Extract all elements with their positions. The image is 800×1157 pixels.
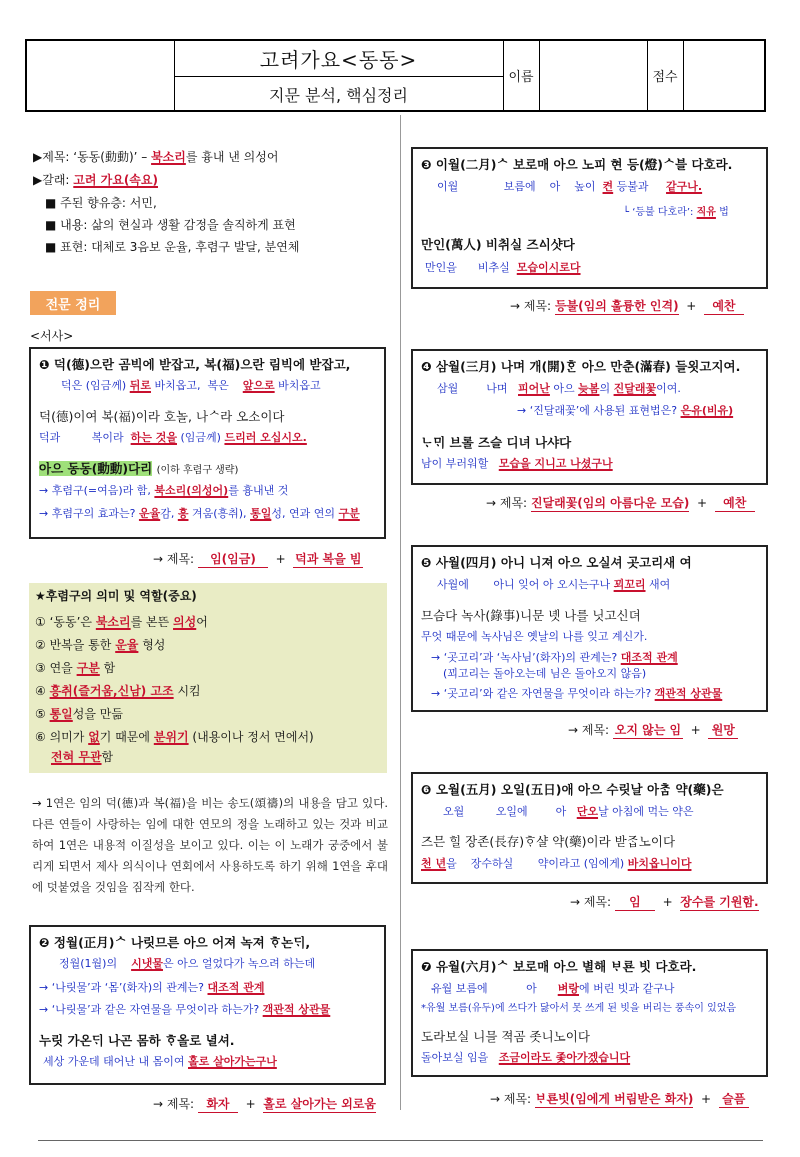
- refrain-note: (이하 후렴구 생략): [156, 465, 239, 476]
- item-text: (내용이나 정서 면에서): [192, 730, 314, 744]
- refrain-item: [35, 684, 201, 699]
- item-text: 를 본뜬: [130, 615, 170, 629]
- gloss: 아: [555, 805, 567, 818]
- stanza-5-gloss-2: 무엇 때문에 녹사님은 옛날의 나를 잊고 계신가.: [421, 630, 648, 643]
- gloss: 날 아침에 먹는 약은: [598, 805, 694, 818]
- title-label: → 제목:: [490, 1092, 532, 1106]
- gloss: 의: [599, 382, 611, 395]
- stanza-4-line-1: ❹ 삼월(三月) 나며 개(開)ᄒᆞᆫ 아으 만춘(滿春) 들욋고지여.: [421, 359, 741, 374]
- item-number: ⑥: [35, 730, 46, 744]
- gloss: 오월: [443, 805, 465, 818]
- answer: 앞으로: [242, 379, 275, 392]
- gloss: 유월 보름에: [431, 982, 488, 995]
- answer: 은유(비유): [680, 404, 734, 417]
- stanza-2-gloss-2: [43, 1055, 277, 1069]
- gloss: 은 아으 얼었다가 녹으려 하는데: [162, 957, 316, 970]
- item-text: 의미가: [49, 730, 85, 744]
- summary-expression-line: ■ 표현: 대체로 3음보 운율, 후렴구 발달, 분연체: [45, 240, 300, 254]
- item-text: 형성: [142, 638, 166, 652]
- gloss: 정월(1월)의: [59, 957, 118, 970]
- gloss: 복이라: [91, 431, 124, 444]
- title-label: → 제목:: [568, 723, 610, 737]
- answer: 구분: [76, 661, 100, 675]
- title-label: → 제목:: [153, 1097, 195, 1111]
- stanza-5-title: [568, 721, 738, 739]
- column-divider: [400, 115, 401, 1110]
- stanza-4-gloss-2: [421, 457, 613, 471]
- gloss: 이여.: [656, 382, 681, 395]
- answer: 늦봄: [578, 382, 600, 395]
- answer: 객관적 상관물: [654, 687, 723, 700]
- answer: 모습이시로다: [516, 261, 581, 274]
- item-text: 성을 만듦: [72, 707, 123, 721]
- gloss: 비추실: [477, 261, 510, 274]
- gloss: 바치옵고,: [154, 379, 201, 392]
- answer: 예찬: [715, 494, 755, 512]
- page-title: 고려가요<동동>: [174, 41, 503, 77]
- answer: 드리러 오십시오.: [224, 431, 307, 444]
- note-text: 를 흉내낸 것: [228, 484, 289, 497]
- item-text: 함: [101, 750, 114, 764]
- stanza-2-note-2: [39, 1003, 330, 1017]
- plus-sign: +: [686, 299, 697, 313]
- summary-text: 를 흉내 낸 의성어: [185, 150, 279, 164]
- answer: 고려 가요(속요): [73, 173, 158, 187]
- answer: 북소리: [95, 615, 131, 629]
- gloss: 오일에: [495, 805, 528, 818]
- stanza-3-line-2: 만인(萬人) 비취실 즈ᅀᅵ샷다: [421, 237, 575, 252]
- note-text: 감,: [160, 507, 175, 520]
- note-text: → ‘곳고리’과 ‘녹사님’(화자)의 관계는?: [431, 651, 618, 664]
- stanza-1-box: [29, 347, 386, 539]
- answer: 북소리(의성어): [154, 484, 229, 497]
- score-field[interactable]: [684, 41, 766, 110]
- gloss: 바치옵고: [278, 379, 321, 392]
- stanza-5-note-1b: (꾀고리는 돌아오는데 님은 돌아오지 않음): [443, 667, 647, 680]
- stanza-3-box: [411, 147, 768, 289]
- gloss: 높이: [574, 180, 596, 193]
- stanza-1-gloss-2: [39, 431, 307, 445]
- stanza-7-title: [490, 1090, 749, 1108]
- answer: 흥: [177, 507, 189, 520]
- gloss: 을: [446, 857, 457, 870]
- item-number: ⑤: [35, 707, 46, 721]
- gloss: 새여: [649, 578, 671, 591]
- stanza-3-gloss-1: [437, 180, 702, 194]
- answer: 통일: [250, 507, 272, 520]
- stanza-4-line-2: ᄂᆞᄆᆡ 브롤 즈슬 디녀 나샤다: [421, 435, 572, 450]
- refrain-heading: ★후렴구의 의미 및 역할(중요): [35, 589, 197, 603]
- stanza-7-line-2: 도라보실 니믈 젹곰 좃니노이다: [421, 1029, 590, 1044]
- item-text: 반복을 통한: [49, 638, 112, 652]
- answer: 의성: [173, 615, 197, 629]
- note-text: → ‘곳고리’와 같은 자연물을 무엇이라 하는가?: [431, 687, 652, 700]
- gloss: 보름에: [503, 180, 536, 193]
- item-text: 기 때문에: [99, 730, 150, 744]
- stanza-4-note-1: [517, 404, 733, 418]
- answer: 없: [88, 730, 100, 744]
- note-text: → 후렴구의 효과는?: [39, 507, 136, 520]
- plus-sign: +: [275, 552, 286, 566]
- stanza-5-note-2: [431, 687, 722, 701]
- stanza-2-note-1: [39, 981, 264, 995]
- gloss: 덕과: [39, 431, 61, 444]
- answer: 등불(임의 훌륭한 인격): [554, 299, 679, 313]
- answer: 대조적 관계: [207, 981, 265, 994]
- answer: 조금이라도 좇아가겠습니다: [498, 1051, 631, 1064]
- answer: 객관적 상관물: [262, 1003, 331, 1016]
- score-label: 점수: [652, 70, 678, 85]
- stanza-2-title: [153, 1095, 376, 1113]
- answer: 북소리: [151, 150, 186, 164]
- answer: 예찬: [704, 297, 744, 315]
- note-text: → ‘진달래꽃’에 사용된 표현법은?: [517, 404, 678, 417]
- analysis-paragraph: → 1연은 임의 덕(德)과 복(福)을 비는 송도(頌禱)의 내용을 담고 있다. 다른 연들이 사랑하는 임에 대한 연모의 정을 노래하고 있는 것과 비교하여 1연은 내용적 이질성을 보이고 있다. 이는 이 노래가 궁중에서 불리게 되면서 제사 의식이나 연회에서 사용하도록 하기 위해 1연을 후대에 덧붙였을 것임을 짐작케 한다.: [32, 796, 388, 894]
- stanza-1-line-2: 덕(德)이여 복(福)이라 호놀, 나ᄉ라 오소이다: [39, 409, 285, 424]
- gloss: 아: [549, 180, 561, 193]
- answer: 피어난: [518, 382, 550, 395]
- title-label: → 제목:: [153, 552, 195, 566]
- answer: 운율: [138, 507, 161, 520]
- answer: 벼랑: [557, 982, 579, 995]
- gloss: 아으: [553, 382, 575, 395]
- stanza-6-box: [411, 772, 768, 884]
- title-label: → 제목:: [486, 496, 528, 510]
- item-text: 연을: [49, 661, 73, 675]
- stanza-5-box: [411, 545, 768, 712]
- answer: 하는 것을: [130, 431, 177, 444]
- refrain-item: [35, 707, 123, 722]
- answer: 바치옵니이다: [627, 857, 692, 870]
- stanza-1-note-2: [39, 507, 360, 521]
- stanza-2-gloss-1: [59, 957, 315, 971]
- plus-sign: +: [697, 496, 708, 510]
- stanza-6-gloss-1: [443, 805, 694, 819]
- stanza-2-line-2: 누릿 가온ᄃᆡ 나곤 몸하 ᄒᆞ올로 녈셔.: [39, 1033, 235, 1048]
- page-subtitle: 지문 분석, 핵심정리: [269, 86, 408, 105]
- stanza-3-gloss-2: [425, 261, 581, 275]
- answer: ᄇᆞ룐빗(임에게 버림받은 화자): [534, 1092, 694, 1106]
- answer: 분위기: [153, 730, 189, 744]
- answer: 장수를 기원함.: [680, 895, 759, 909]
- item-text: 시킴: [177, 684, 201, 698]
- item-number: ③: [35, 661, 46, 675]
- answer: 모습을 지니고 나셨구나: [498, 457, 613, 470]
- answer: 화자: [198, 1095, 238, 1113]
- answer: 직유: [696, 207, 716, 218]
- answer: 덕과 복을 빔: [295, 552, 362, 566]
- name-label: 이름: [508, 70, 534, 85]
- answer: 꾀꼬리: [613, 578, 646, 591]
- summary-text: ▶갈래:: [33, 173, 74, 187]
- refrain-item: [35, 615, 208, 630]
- answer: 시냇물: [131, 957, 163, 970]
- gloss: 사월에: [437, 578, 469, 591]
- stanza-7-gloss-1: [431, 982, 675, 996]
- answer: 슬픔: [719, 1090, 749, 1108]
- section-tag: 전문 정리: [30, 291, 116, 315]
- stanza-1-refrain: [39, 461, 238, 478]
- stanza-3-line-1: ❸ 이월(二月)ᄉ 보로매 아으 노피 현 등(燈)ᄉ블 다호라.: [421, 157, 733, 172]
- answer: 임(임금): [198, 550, 268, 568]
- plus-sign: +: [245, 1097, 256, 1111]
- stanza-1-gloss-1: [61, 379, 321, 393]
- refrain-item: [35, 638, 165, 653]
- summary-text: ▶제목: ‘동동(動動)’ –: [33, 150, 152, 164]
- item-number: ②: [35, 638, 46, 652]
- answer: 켠: [602, 180, 614, 193]
- stanza-1-line-1: ❶ 덕(德)으란 곰빅에 받잡고, 복(福)으란 림빅에 받잡고,: [39, 357, 351, 372]
- stanza-1-note-1: [39, 484, 288, 498]
- gloss: 돌아보실 임을: [421, 1051, 489, 1064]
- item-number: ①: [35, 615, 46, 629]
- refrain-item: [35, 730, 314, 745]
- refrain-item: [35, 661, 115, 676]
- gloss: 나며: [486, 382, 508, 395]
- gloss: 세상 가운데 태어난 내 몸이여: [43, 1055, 185, 1068]
- stanza-7-note: *유월 보름(유두)에 쓰다가 닳아서 못 쓰게 된 빗을 버리는 풍속이 있었음: [421, 1003, 737, 1014]
- note-text: 성, 연과 연의: [271, 507, 335, 520]
- gloss: 장수하실: [470, 857, 514, 870]
- plus-sign: +: [662, 895, 673, 909]
- answer: 진달래꽃(임의 아름다운 모습): [530, 496, 690, 510]
- stanza-7-box: [411, 949, 768, 1077]
- gloss: 약이라고 (임에게): [537, 857, 625, 870]
- answer: 천 년: [421, 857, 447, 870]
- plus-sign: +: [701, 1092, 712, 1106]
- gloss: (임금께): [180, 431, 221, 444]
- stanza-4-gloss-1: [437, 382, 681, 396]
- header-table: [25, 39, 766, 112]
- stanza-2-line-1: ❷ 정월(正月)ᄉ 나릿므른 아으 어져 녹져 ᄒᆞ논ᄃᆡ,: [39, 935, 311, 950]
- stanza-4-box: [411, 349, 768, 485]
- summary-audience-line: ■ 주된 향유층: 서민,: [45, 196, 157, 210]
- gloss: 복은: [207, 379, 229, 392]
- item-text: 어: [196, 615, 208, 629]
- answer: 통일: [49, 707, 73, 721]
- stanza-6-gloss-2: [421, 857, 691, 871]
- gloss: 삼월: [437, 382, 459, 395]
- name-field[interactable]: [540, 41, 647, 110]
- answer: 전혀 무관: [51, 750, 102, 764]
- gloss: 아니 잊어 아 오시는구나: [493, 578, 611, 591]
- title-label: → 제목:: [510, 299, 552, 313]
- stanza-3-title: [510, 297, 744, 315]
- answer: 흥취(즐거움,신남) 고조: [49, 684, 174, 698]
- note-text: └ ‘등불 다호라’:: [623, 207, 694, 218]
- note-text: → 후렴구(=여음)라 함,: [39, 484, 151, 497]
- item-text: ‘동동’은: [49, 615, 92, 629]
- answer: 단오: [576, 805, 599, 818]
- stanza-6-title: [570, 893, 759, 911]
- note-text: 법: [719, 207, 729, 218]
- answer: 운율: [115, 638, 139, 652]
- stanza-7-gloss-2: [421, 1051, 630, 1065]
- note-text: → ‘나릿물’과 ‘몸’(화자)의 관계는?: [39, 981, 204, 994]
- stanza-5-line-2: 므슴다 녹사(錄事)니문 녯 나를 닛고신뎌: [421, 608, 641, 623]
- summary-content-line: ■ 내용: 삶의 현실과 생활 감정을 솔직하게 표현: [45, 218, 296, 232]
- stanza-6-line-1: ❻ 오월(五月) 오일(五日)애 아으 수릿날 아ᄎᆞᆷ 약(藥)은: [421, 782, 724, 797]
- refrain-text: 아으 동동(動動)다리: [39, 461, 153, 476]
- stanza-1-title: [153, 550, 363, 568]
- gloss: 만인을: [425, 261, 457, 274]
- answer: 임: [615, 893, 655, 911]
- summary-genre-line: [33, 173, 158, 188]
- gloss: 덕은 (임금께): [61, 379, 127, 392]
- plus-sign: +: [690, 723, 701, 737]
- seosa-label: <서사>: [30, 329, 74, 343]
- gloss: 남이 부러워할: [421, 457, 489, 470]
- stanza-5-gloss-1: [437, 578, 670, 592]
- note-text: → ‘나릿물’과 같은 자연물을 무엇이라 하는가?: [39, 1003, 260, 1016]
- stanza-3-note: [623, 207, 729, 220]
- stanza-7-line-1: ❼ 유월(六月)ᄉ 보로매 아으 별해 ᄇᆞ룐 빗 다호라.: [421, 959, 697, 974]
- answer: 홀로 살아가는 외로움: [263, 1097, 376, 1111]
- item-number: ④: [35, 684, 46, 698]
- refrain-role-box: [29, 583, 387, 773]
- answer: 원망: [708, 721, 738, 739]
- answer: 같구나.: [666, 180, 703, 193]
- note-text: 겨움(흥취),: [191, 507, 247, 520]
- stanza-4-title: [486, 494, 755, 512]
- stanza-2-box: [29, 925, 386, 1085]
- answer: 오지 않는 임: [614, 723, 682, 737]
- gloss: 이월: [437, 180, 459, 193]
- item-text: 함: [103, 661, 116, 675]
- answer: 진달래꽃: [613, 382, 657, 395]
- gloss: 등불과: [616, 180, 649, 193]
- summary-title-line: [33, 150, 278, 165]
- bottom-rule: [38, 1140, 763, 1141]
- answer: 구분: [338, 507, 360, 520]
- gloss: 아: [526, 982, 537, 995]
- stanza-5-line-1: ❺ 사월(四月) 아니 니져 아으 오실셔 곳고리새 여: [421, 555, 692, 570]
- stanza-5-note-1: [431, 651, 678, 665]
- refrain-item: [51, 750, 113, 765]
- title-label: → 제목:: [570, 895, 612, 909]
- answer: 대조적 관계: [620, 651, 678, 664]
- gloss: 에 버린 빗과 같구나: [579, 982, 675, 995]
- stanza-6-line-2: 즈믄 힐 장존(長存)ᄒᆞ샬 약(藥)이라 받ᄌᆞᆸ노이다: [421, 834, 676, 849]
- answer: 홀로 살아가는구나: [188, 1055, 277, 1068]
- answer: 뒤로: [129, 379, 151, 392]
